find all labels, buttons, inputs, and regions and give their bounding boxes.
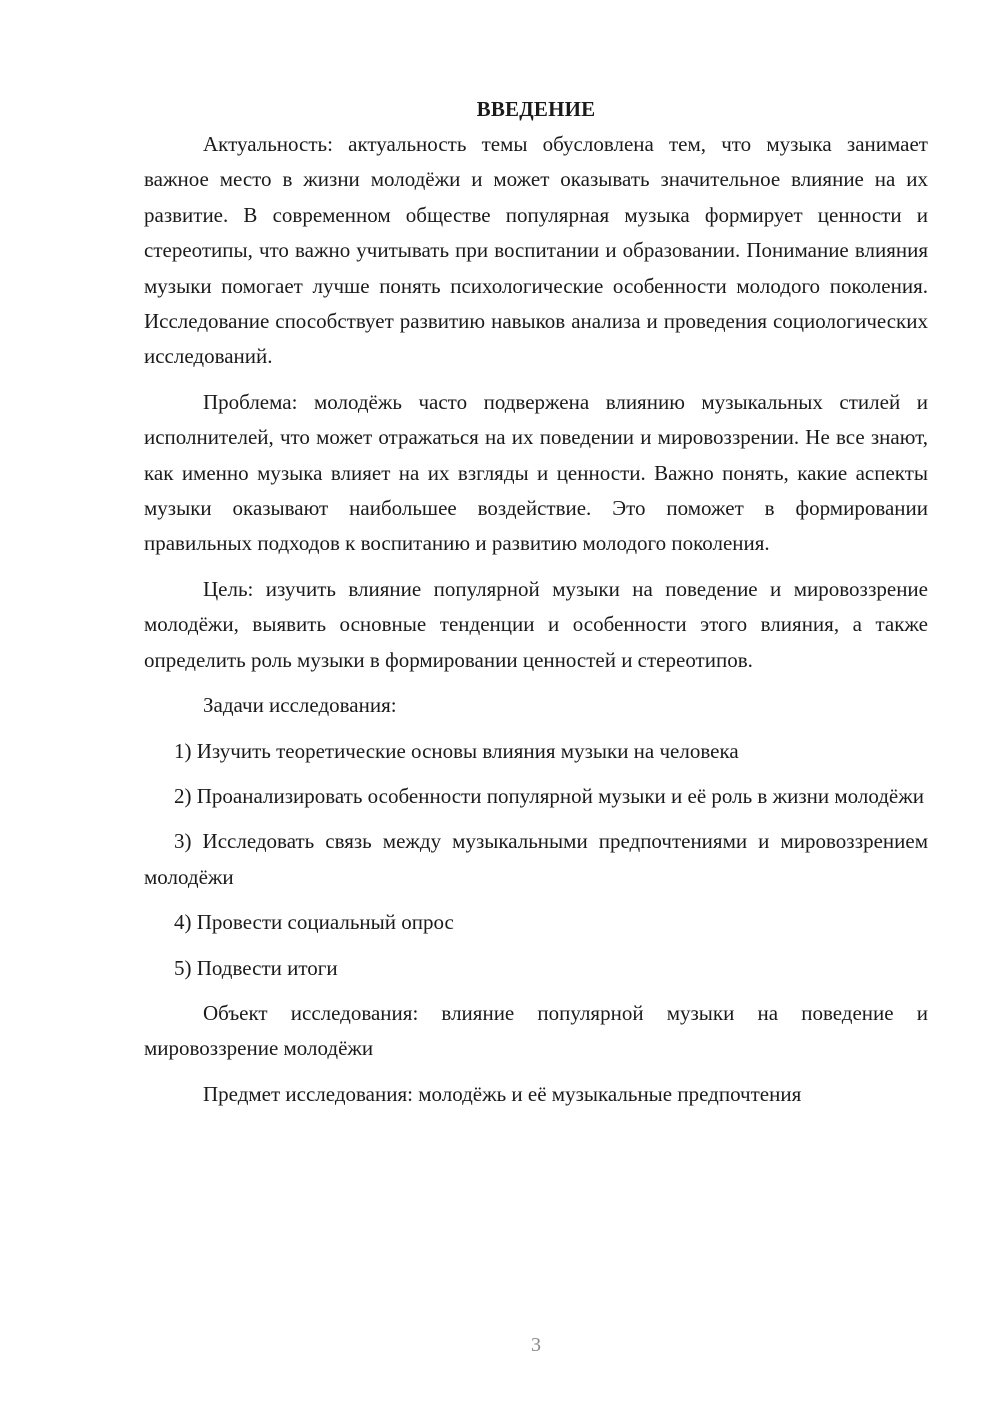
object-paragraph: Объект исследования: влияние популярной музыки на поведение и мировоззрение молодёжи [144,1000,928,1061]
task-item-2: 2) Проанализировать особенности популярной музыки и её роль в жизни молодёжи [174,783,924,808]
relevance-paragraph: Актуальность: актуальность темы обусловлена тем, что музыка занимает важное место в жизни молодёжи и может оказывать значительное влияние на их развитие. В современном обществе популярная музыка формирует ценности и стереотипы, что важно учитывать при воспитании и образовании. Понимание влияния музыки помогает лучше понять психологические особенности молодого поколения. Исследование способствует развитию навыков анализа и проведения социологических исследований. [144,132,928,369]
problem-paragraph: Проблема: молодёжь часто подвержена влиянию музыкальных стилей и исполнителей, что может отражаться на их поведении и мировоззрении. Не все знают, как именно музыка влияет на их взгляды и ценности. Важно понять, какие аспекты музыки оказывают наибольшее воздействие. Это поможет в формировании правильных подходов к воспитанию и развитию молодого поколения. [144,389,928,556]
tasks-heading: Задачи исследования: [203,693,397,718]
subject-paragraph: Предмет исследования: молодёжь и её музыкальные предпочтения [203,1081,802,1106]
goal-paragraph: Цель: изучить влияние популярной музыки на поведение и мировоззрение молодёжи, выявить основные тенденции и особенности этого влияния, а также определить роль музыки в формировании ценностей и стереотипов. [144,576,928,672]
task-item-5: 5) Подвести итоги [174,955,338,980]
page-number: 3 [531,1334,541,1356]
page-title: ВВЕДЕНИЕ [476,97,596,121]
task-item-1: 1) Изучить теоретические основы влияния музыки на человека [174,738,739,763]
task-item-4: 4) Провести социальный опрос [174,910,454,935]
page-content [144,92,928,1122]
task-item-3: 3) Исследовать связь между музыкальными предпочтениями и мировоззрением молодёжи [144,829,928,889]
